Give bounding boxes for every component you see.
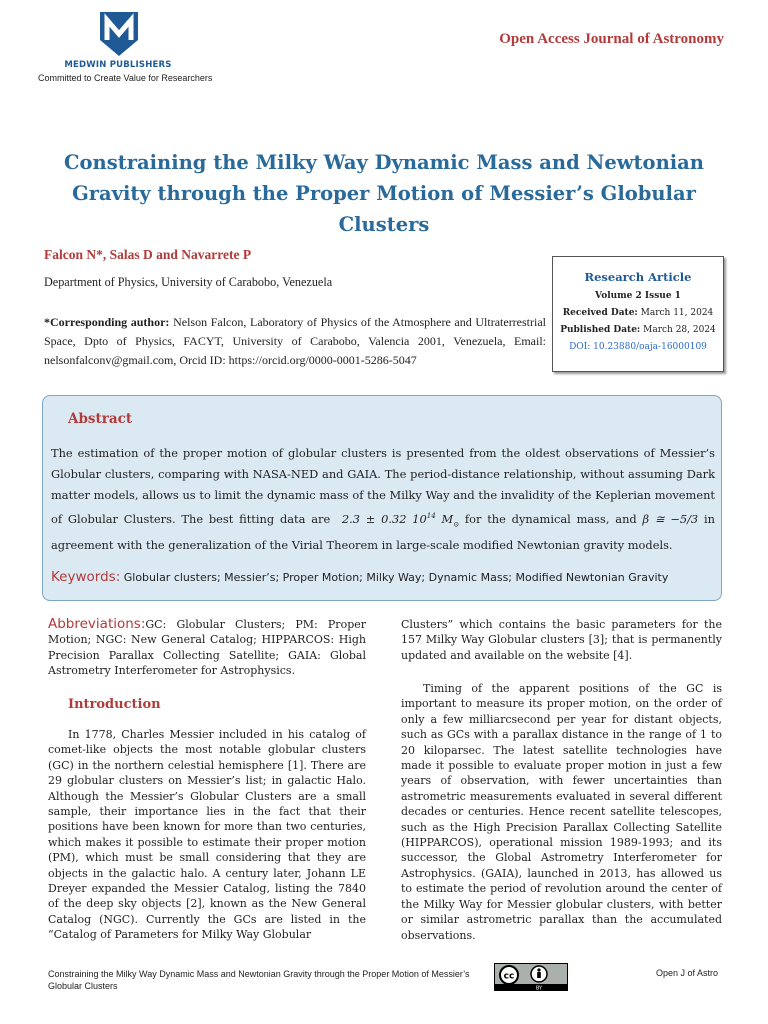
corresponding-author [44,313,546,370]
introduction-heading: Introduction [68,697,161,712]
affiliation: Department of Physics, University of Carabobo, Venezuela [44,275,333,289]
volume-issue: Volume 2 Issue 1 [595,291,681,301]
authors: Falcon N*, Salas D and Navarrete P [44,247,252,262]
abbreviations-label: Abbreviations: [48,616,146,632]
creative-commons-icon[interactable] [494,963,568,991]
doi-link[interactable]: DOI: 10.23880/oaja-16000109 [569,342,707,352]
received-date: Received Date: March 11, 2024 [562,308,714,318]
corresponding-text: Nelson Falcon, Laboratory of Physics of the Atmosphere and Ultraterrestrial Space, Dpto of Physics, FACYT, University of Carabobo, Valencia 2001, Venezuela, Email: nelsonfalconv@gmail.com, Orcid ID: https://orcid.org/0000-0001-5286-5047 [44,315,547,367]
svg-text:cc: cc [503,971,515,982]
keywords [51,569,668,585]
abbreviations-text: GC: Globular Clusters; PM: Proper Motion; NGC: New General Catalog; HIPPARCOS: High Precision Parallax Collecting Satellite; GAIA: Global Astrometry Interferometer for Astrophysics. [48,618,366,678]
keywords-list: Globular clusters; Messier’s; Proper Motion; Milky Way; Dynamic Mass; Modified Newtonian Gravity [123,571,669,584]
publisher-tagline: Committed to Create Value for Researchers [38,73,213,83]
corresponding-label: *Corresponding author: [44,315,170,329]
journal-name: Open Access Journal of Astronomy [499,31,724,47]
abstract-text: The estimation of the proper motion of globular clusters is presented from the oldest observations of Messier’s Globular clusters, comparing with NASA-NED and GAIA. The period-distance relationship, without assuming Dark matter models, allows us to limit the dynamic mass of the Milky Way and the invalidity of the Keplerian movement of Globular Clusters. The best fitting data are 2.3 ± 0.32 $10^{14}$ $M_⊙$ for the dynamical mass, and β ≅ −5/3 in agreement with the generalization of the Virial Theorem in large-scale modified Newtonian gravity models. [51,446,715,553]
keywords-label: Keywords: [51,569,121,585]
introduction-paragraph-1-continued: Clusters” which contains the basic parameters for the 157 Milky Way Globular clusters [3]; that is permanently updated and available on the website [4]. [401,618,722,662]
article-info-box [552,256,724,372]
beta-equation: β ≅ −5/3 [642,511,699,526]
abstract-heading: Abstract [68,411,133,427]
footer-journal: Open J of Astro [655,968,718,978]
footer-title: Constraining the Milky Way Dynamic Mass and Newtonian Gravity through the Proper Motion of Messier’s Globular Clusters [48,969,470,991]
introduction-paragraph-1: In 1778, Charles Messier included in his catalog of comet-like objects the most notable globular clusters (GC) in the northern celestial hemisphere [1]. There are 29 globular clusters on Messier’s list; in galactic Halo. Although the Messier’s Globular Clusters are a small sample, their importance lies in the fact that their positions have been known for more than two centuries, which makes it possible to estimate their proper motion (PM), which must be small considering that they are objects in the galactic halo. A century later, Johann LE Dreyer expanded the Messier Catalog, listing the 7840 of the deep sky objects [2], known as the New General Catalog (NGC). Currently the GCs are listed in the “Catalog of Parameters for Milky Way Globular [48,728,366,942]
introduction-paragraph-2: Timing of the apparent positions of the GC is important to measure its proper motion, on the order of only a few milliarcsecond per year for distant objects, such as GCs with a parallax distance in the range of 1 to 20 kiloparsec. The latest satellite technologies have made it possible to evaluate proper motion in just a few years of observation, with fewer uncertainties than astrometric measurements evaluated in several different decades or centuries. Hence recent satellite telescopes, such as the High Precision Parallax Collecting Satellite (HIPPARCOS), operational mission 1989-1993; and its successor, the Global Astrometry Interferometer for Astrophysics. (GAIA), launched in 2013, has allowed us to estimate the period of revolution around the center of the Milky Way for Messier globular clusters, with better or similar astrometric parallax than the accumulated observations. [401,682,722,942]
mass-equation: 2.3 ± 0.32 $10^{14}$ $M_⊙$ [341,511,460,529]
abbreviations [48,617,366,679]
medwin-logo-icon [96,10,142,58]
article-type: Research Article [584,270,692,284]
paper-title: Constraining the Milky Way Dynamic Mass and Newtonian Gravity through the Proper Motion of Messier’s Globular Clusters [64,151,704,236]
abstract-box [42,395,722,601]
cc-by-label: BY [535,985,543,991]
published-date: Published Date: March 28, 2024 [560,325,716,335]
publisher-name: MEDWIN PUBLISHERS [64,60,172,70]
